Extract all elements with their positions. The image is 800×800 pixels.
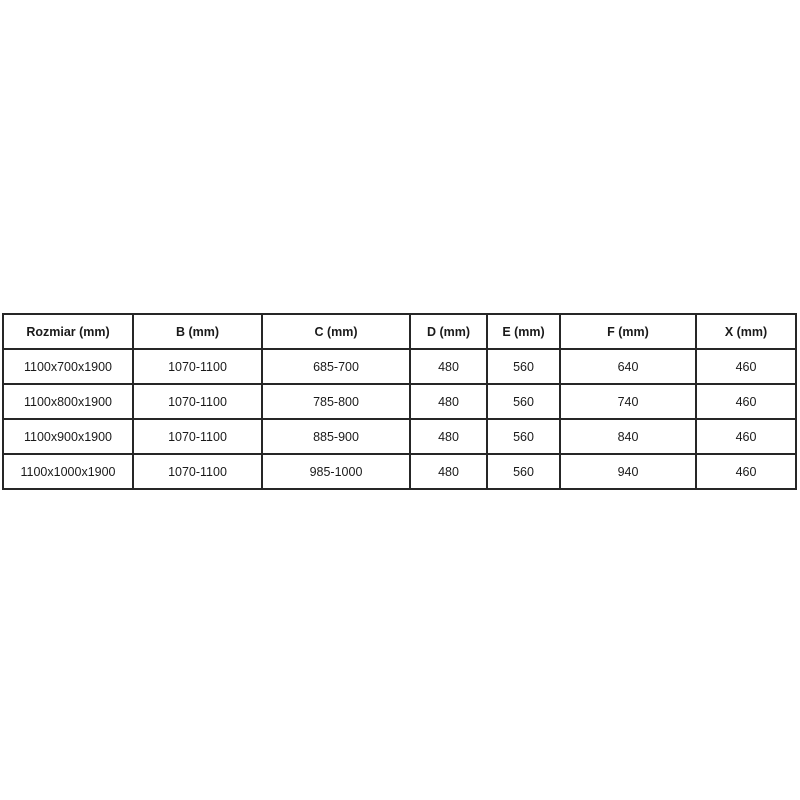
header-cell-f: F (mm) [560,314,696,349]
table-cell: 560 [487,419,560,454]
table-cell: 940 [560,454,696,489]
header-cell-e: E (mm) [487,314,560,349]
table-cell: 740 [560,384,696,419]
table-cell: 460 [696,454,796,489]
table-cell: 560 [487,384,560,419]
table-cell: 1100x1000x1900 [3,454,133,489]
table-row [3,419,796,454]
header-cell-d: D (mm) [410,314,487,349]
table-cell: 560 [487,349,560,384]
table-cell: 460 [696,419,796,454]
table-cell: 685-700 [262,349,410,384]
header-cell-rozmiar: Rozmiar (mm) [3,314,133,349]
table-cell: 460 [696,384,796,419]
table-cell: 480 [410,419,487,454]
table-cell: 480 [410,454,487,489]
table-cell: 840 [560,419,696,454]
table-cell: 785-800 [262,384,410,419]
table-cell: 1100x800x1900 [3,384,133,419]
table-cell: 1070-1100 [133,419,262,454]
table-cell: 885-900 [262,419,410,454]
table-cell: 560 [487,454,560,489]
table-cell: 985-1000 [262,454,410,489]
table-cell: 640 [560,349,696,384]
header-cell-b: B (mm) [133,314,262,349]
header-cell-x: X (mm) [696,314,796,349]
table-cell: 1100x700x1900 [3,349,133,384]
size-spec-table [2,313,797,490]
table-cell: 480 [410,384,487,419]
table-row [3,384,796,419]
table-cell: 1070-1100 [133,454,262,489]
table-cell: 1070-1100 [133,349,262,384]
table-cell: 460 [696,349,796,384]
header-cell-c: C (mm) [262,314,410,349]
table-cell: 480 [410,349,487,384]
table-row [3,349,796,384]
table-row [3,454,796,489]
table-cell: 1100x900x1900 [3,419,133,454]
table-cell: 1070-1100 [133,384,262,419]
header-row [3,314,796,349]
